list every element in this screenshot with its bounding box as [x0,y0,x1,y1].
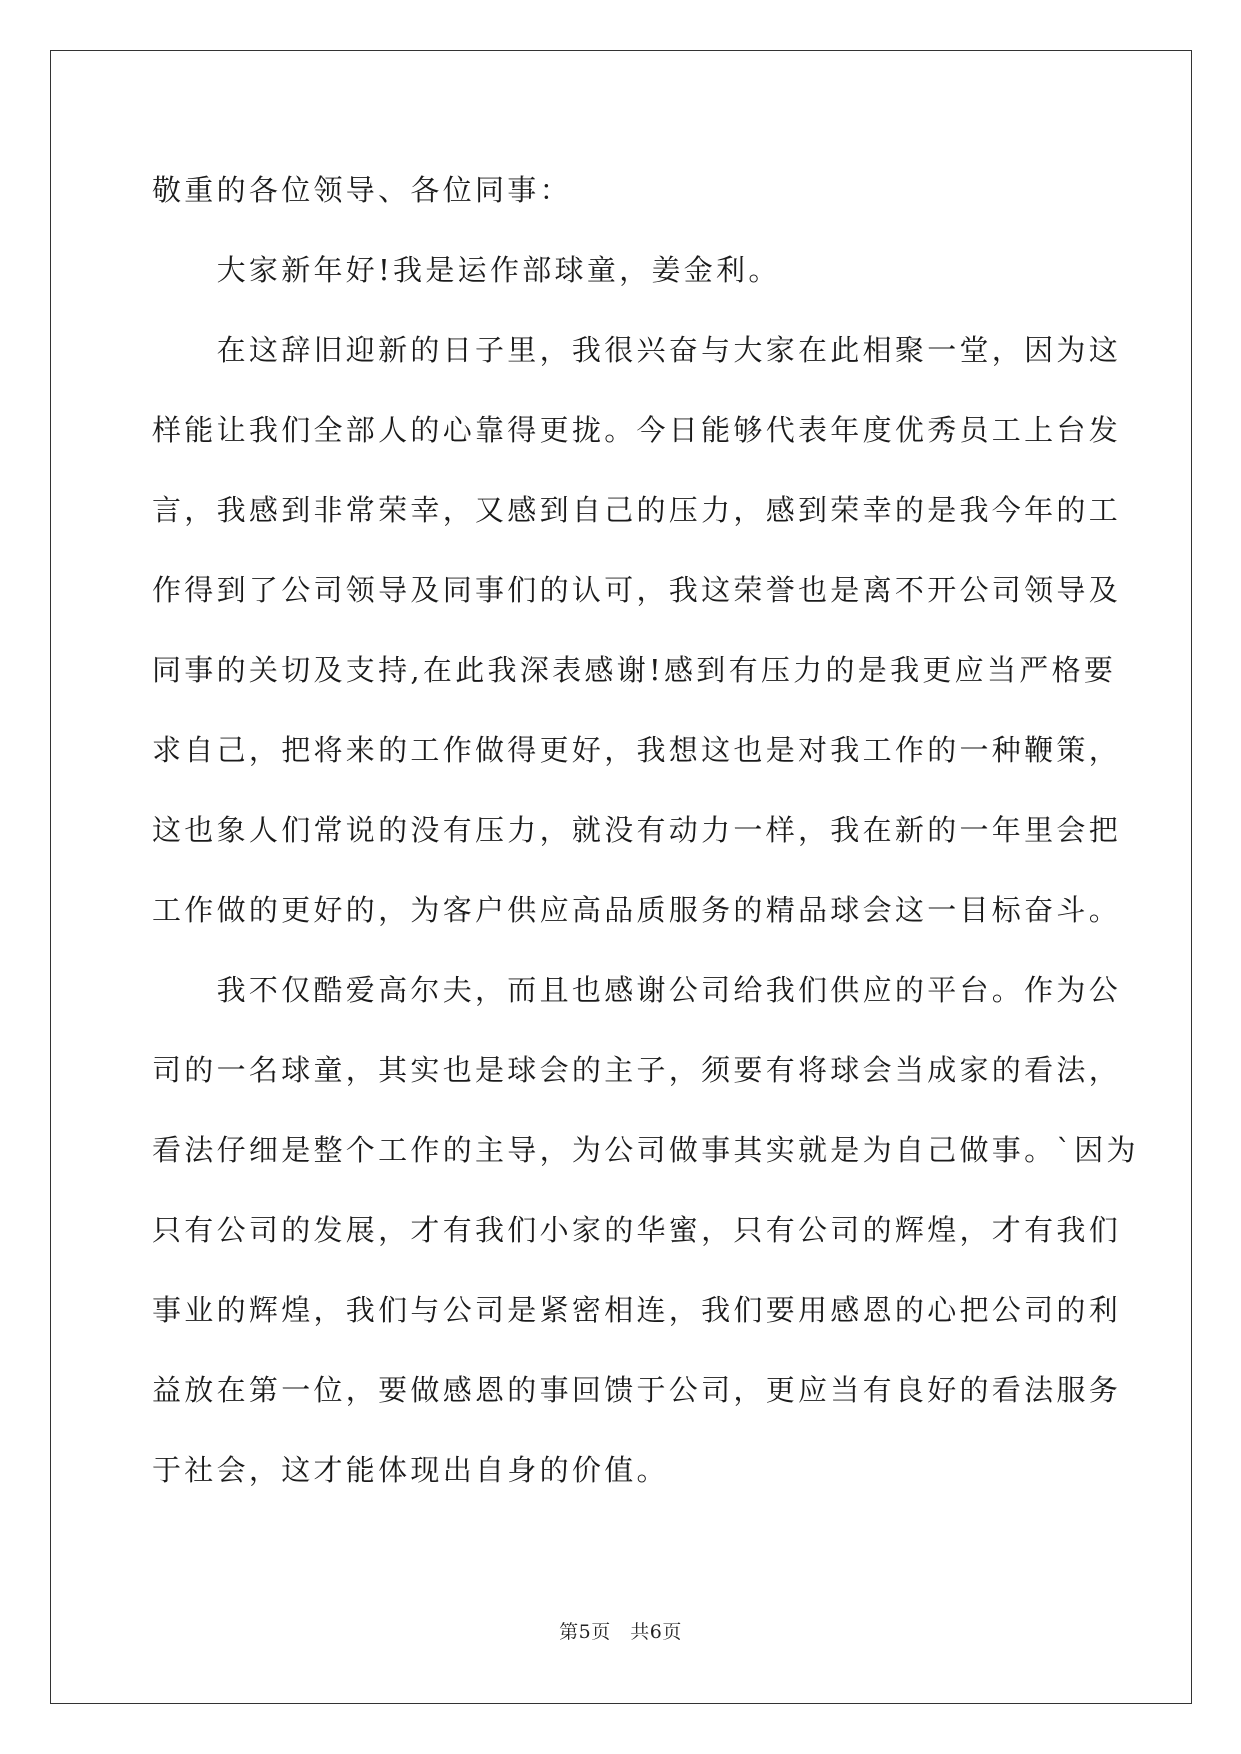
text-line: 司的一名球童，其实也是球会的主子，须要有将球会当成家的看法， [152,1053,1122,1087]
text-line: 看法仔细是整个工作的主导，为公司做事其实就是为自己做事。`因为 [152,1133,1139,1167]
page-number-footer: 第5页 共6页 [559,1621,682,1643]
text-line: 于社会，这才能体现出自身的价值。 [152,1453,669,1487]
text-line: 益放在第一位，要做感恩的事回馈于公司，更应当有良好的看法服务 [152,1373,1122,1407]
text-line: 敬重的各位领导、各位同事： [152,173,572,207]
text-line: 求自己，把将来的工作做得更好，我想这也是对我工作的一种鞭策， [152,733,1122,767]
text-line: 在这辞旧迎新的日子里，我很兴奋与大家在此相聚一堂，因为这 [152,333,1122,367]
text-line: 这也象人们常说的没有压力，就没有动力一样，我在新的一年里会把 [152,813,1122,847]
text-line: 大家新年好!我是运作部球童，姜金利。 [152,253,781,287]
text-line: 作得到了公司领导及同事们的认可，我这荣誉也是离不开公司领导及 [152,573,1122,607]
text-line: 只有公司的发展，才有我们小家的华蜜，只有公司的辉煌，才有我们 [152,1213,1122,1247]
text-line: 工作做的更好的，为客户供应高品质服务的精品球会这一目标奋斗。 [152,893,1122,927]
text-line: 我不仅酷爱高尔夫，而且也感谢公司给我们供应的平台。作为公 [152,973,1122,1007]
text-line: 事业的辉煌，我们与公司是紧密相连，我们要用感恩的心把公司的利 [152,1293,1122,1327]
text-line: 样能让我们全部人的心靠得更拢。今日能够代表年度优秀员工上台发 [152,413,1122,447]
text-line: 同事的关切及支持,在此我深表感谢!感到有压力的是我更应当严格要 [152,653,1117,687]
text-line: 言，我感到非常荣幸，又感到自己的压力，感到荣幸的是我今年的工 [152,493,1122,527]
document-body [152,165,1139,1525]
